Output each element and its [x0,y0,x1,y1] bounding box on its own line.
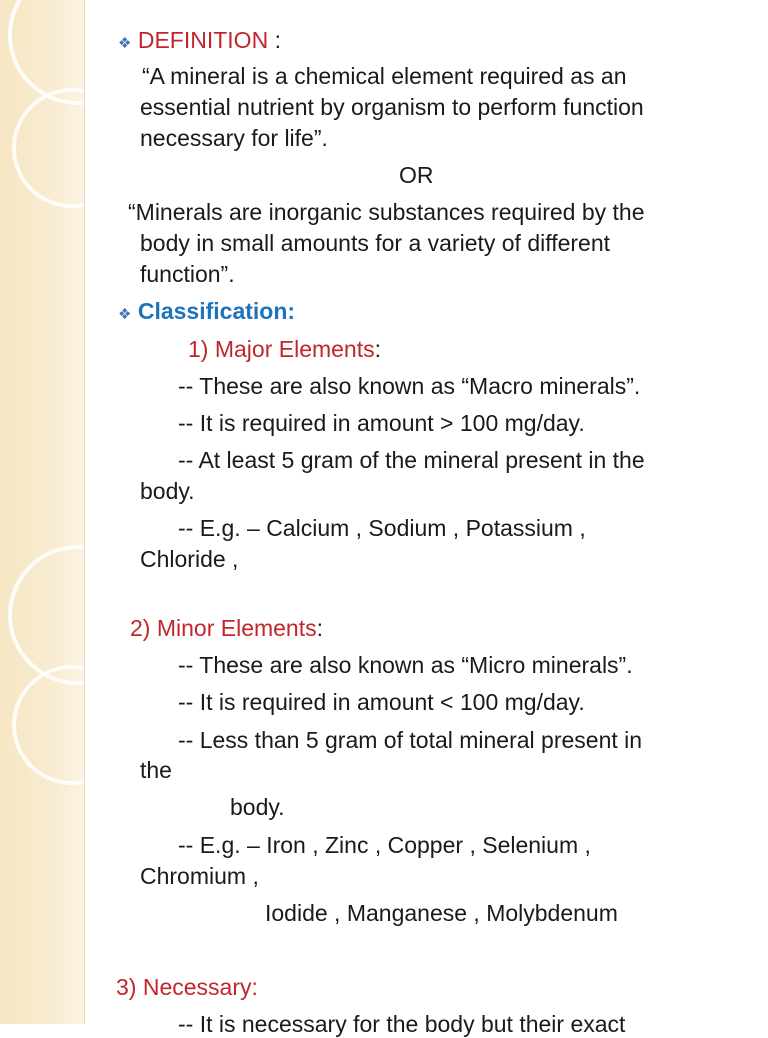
major-elements-title-line [188,335,381,363]
minor-line4a: -- E.g. – Iron , Zinc , Copper , Selenium , [178,832,591,858]
minor-elements-colon: : [316,615,324,641]
minor-elements-title: 2) Minor Elements [130,615,317,641]
definition-quote1-line3: necessary for life”. [140,125,328,151]
definition-quote2-line3: function”. [140,261,235,287]
decorative-sidebar [0,0,85,1024]
classification-heading-line [118,297,295,329]
minor-line3c: body. [230,794,285,820]
necessary-title: 3) Necessary: [116,974,258,1000]
minor-line1: -- These are also known as “Micro minerals”. [178,652,633,678]
diamond-bullet-icon: ❖ [118,306,132,323]
minor-elements-title-line [130,614,323,642]
necessary-line1: -- It is necessary for the body but their exact [178,1011,626,1037]
definition-quote2-line1: “Minerals are inorganic substances required by the [128,199,645,225]
major-line4b: Chloride , [140,546,239,572]
definition-quote1-line2: essential nutrient by organism to perform function [140,94,644,120]
major-elements-title: 1) Major Elements [188,336,375,362]
minor-line4c: Iodide , Manganese , Molybdenum [265,900,618,926]
definition-heading: DEFINITION [137,27,269,53]
minor-line2: -- It is required in amount < 100 mg/day. [178,689,585,715]
definition-heading-colon: : [274,27,281,53]
definition-quote2-line2: body in small amounts for a variety of different [140,230,611,256]
definition-or: OR [399,162,434,188]
decorative-ring-icon [12,665,85,785]
major-line3a: -- At least 5 gram of the mineral present in the [178,447,645,473]
definition-heading-line [118,26,281,58]
minor-line3b: the [140,757,172,783]
minor-line3a: -- Less than 5 gram of total mineral present in [178,727,643,753]
major-line2: -- It is required in amount > 100 mg/day. [178,410,585,436]
decorative-ring-icon [12,88,85,208]
diamond-bullet-icon: ❖ [118,35,132,52]
major-line4a: -- E.g. – Calcium , Sodium , Potassium , [178,515,586,541]
major-line3b: body. [140,478,195,504]
decorative-ring-icon [8,545,85,685]
major-line1: -- These are also known as “Macro minerals”. [178,373,641,399]
definition-quote1-line1: “A mineral is a chemical element required as an [142,63,627,89]
classification-heading: Classification: [137,298,296,324]
minor-line4b: Chromium , [140,863,259,889]
major-elements-colon: : [374,336,382,362]
